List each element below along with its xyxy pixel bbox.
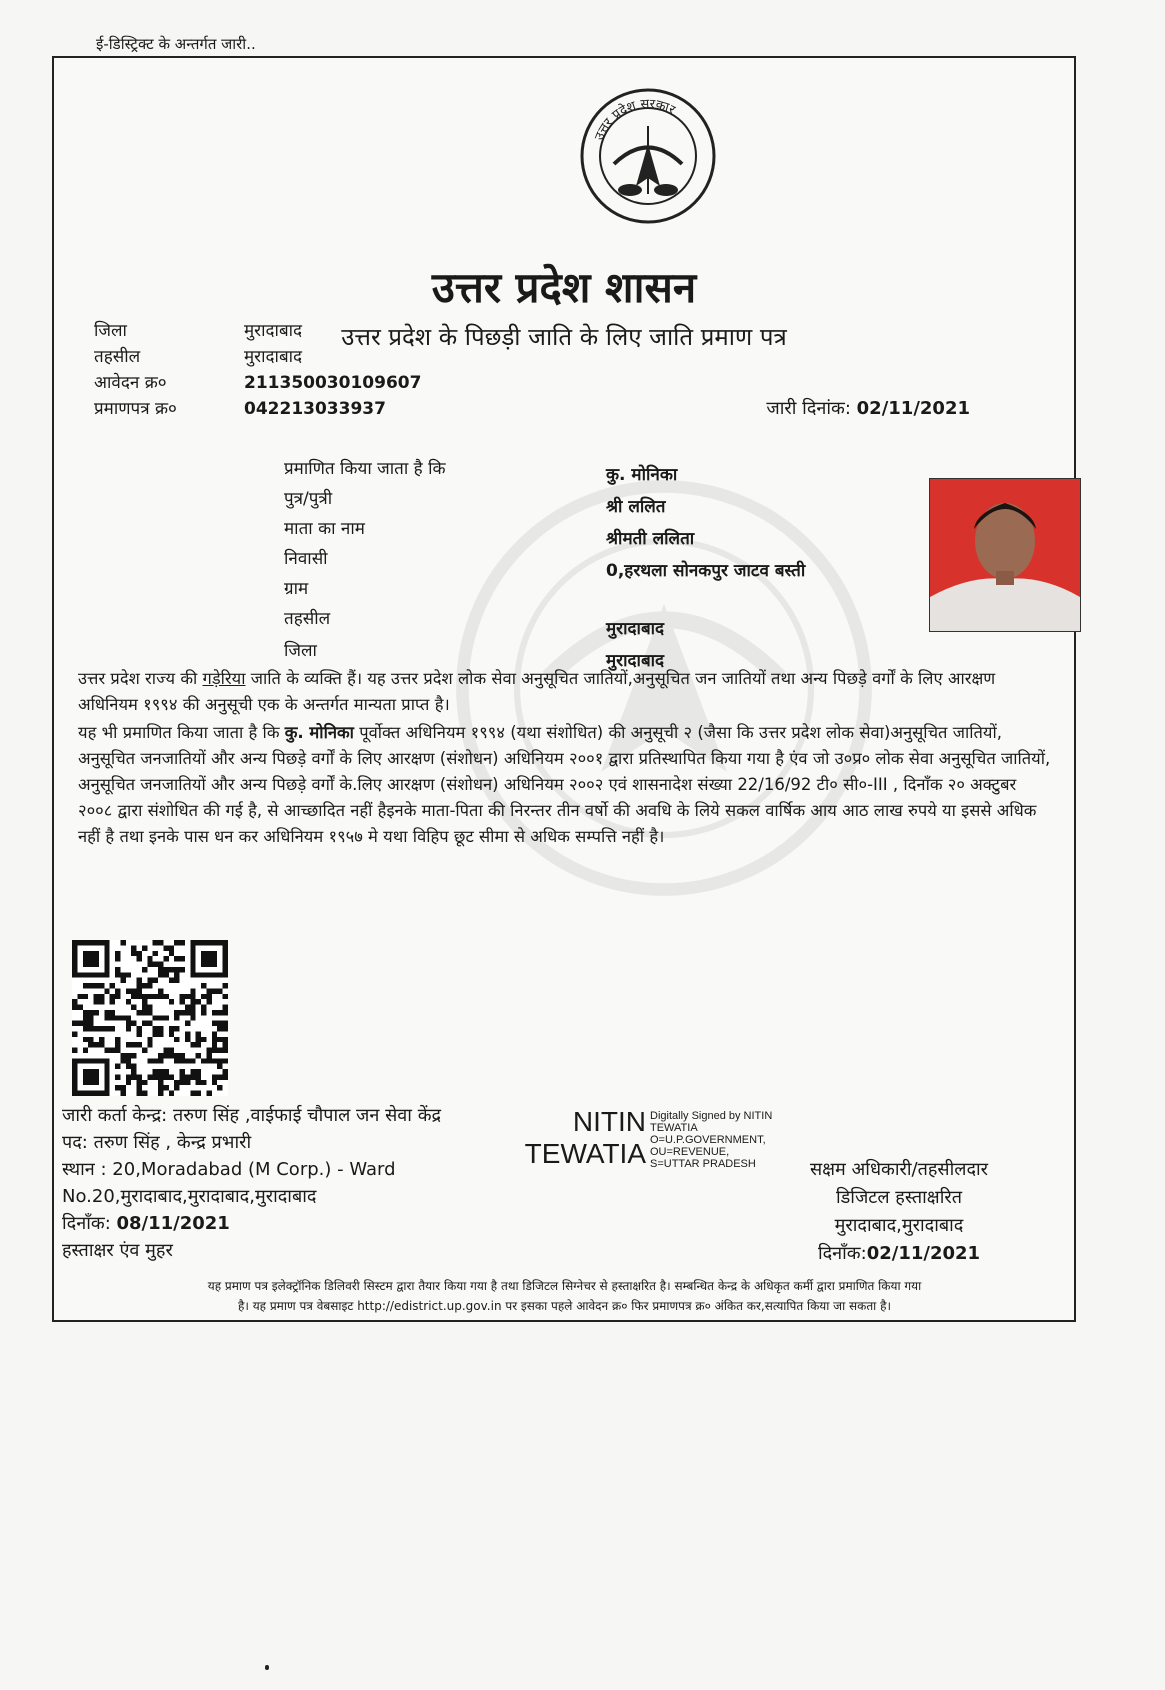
application-label: आवेदन क्र० xyxy=(94,373,167,393)
verification-qr-code xyxy=(72,940,228,1096)
exemption-para-start: यह भी प्रमाणित किया जाता है कि xyxy=(78,723,285,742)
caste-paragraph xyxy=(78,666,1053,718)
signer-last-name: TEWATIA xyxy=(524,1138,646,1169)
person-tehsil-value: मुरादाबाद xyxy=(606,619,665,639)
footer-line-1: यह प्रमाण पत्र इलेक्ट्रॉनिक डिलिवरी सिस्टम द्वारा तैयार किया गया है तथा डिजिटल सिग्नेचर से हस्ताक्षरित है। सम्बन्धित केन्द्र के अधिकृत कर्मी द्वारा प्रमाणित किया गया xyxy=(207,1279,922,1293)
caste-para-end: जाति के व्यक्ति हैं। यह उत्तर प्रदेश लोक सेवा अनुसूचित जातियों,अनुसूचित जन जातियों तथा अन्य पिछड़े वर्गों के लिए आरक्षण अधिनियम १९९४ की अनुसूची एक के अन्तर्गत मान्यता प्राप्त है। xyxy=(78,669,996,714)
person-tehsil-label: तहसील xyxy=(284,609,331,629)
applicant-name: कु. मोनिका xyxy=(606,465,678,485)
certificate-label: प्रमाणपत्र क्र० xyxy=(94,399,177,419)
caste-name: गड़ेरिया xyxy=(202,669,246,688)
certificate-number: 042213033937 xyxy=(244,399,386,419)
signer-name xyxy=(516,1106,646,1170)
meta-certificate xyxy=(94,396,386,419)
meta-tehsil xyxy=(94,344,302,367)
person-district-value: मुरादाबाद xyxy=(606,651,665,671)
mother-name: श्रीमती ललिता xyxy=(606,529,695,549)
village-label: ग्राम xyxy=(284,579,309,599)
officer-date-label: दिनाँक: xyxy=(817,1243,867,1264)
person-district-label: जिला xyxy=(284,641,317,661)
certificate-title: उत्तर प्रदेश शासन xyxy=(431,263,697,312)
digital-signature xyxy=(516,1106,826,1180)
issuer-sign-label: हस्ताक्षर एंव मुहर xyxy=(62,1240,173,1261)
issue-date-value: 02/11/2021 xyxy=(856,398,970,419)
issuer-date-label: दिनाँक: xyxy=(62,1213,117,1234)
meta-application xyxy=(94,370,421,393)
issuer-post: पद: तरुण सिंह , केन्द्र प्रभारी xyxy=(62,1132,252,1153)
caste-para-start: उत्तर प्रदेश राज्य की xyxy=(78,669,203,688)
resident-address: 0,हरथला सोनकपुर जाटव बस्ती xyxy=(606,561,806,581)
officer-date xyxy=(794,1240,1004,1268)
issue-date-label: जारी दिनांक: xyxy=(766,398,851,419)
emblem-text: उत्तर प्रदेश सरकार xyxy=(592,96,678,143)
scan-speck xyxy=(265,1665,269,1670)
resident-label: निवासी xyxy=(284,549,328,569)
issuer-date xyxy=(62,1210,441,1237)
signature-detail-2: TEWATIA xyxy=(650,1122,698,1134)
issuing-center: जारी कर्ता केन्द्र: तरुण सिंह ,वाईफाई चौपाल जन सेवा केंद्र xyxy=(62,1105,442,1126)
issuer-place: स्थान : 20,Moradabad (M Corp.) - Ward xyxy=(62,1159,396,1180)
exemption-para-end: पूर्वोक्त अधिनियम १९९४ (यथा संशोधित) की अनुसूची २ (जैसा कि उत्तर प्रदेश लोक सेवा)अनुसूचित जातियों, अनुसूचित जनजातियों और अन्य पिछड़े वर्गों के लिए आरक्षण (संशोधन) अधिनियम २००१ द्वारा प्रतिस्थापित किया गया है एंव जो उ०प्र० लोक सेवा अनुसूचित जातियों, अनुसूचित जनजातियों और अन्य पिछड़े वर्गों के.लिए आरक्षण (संशोधन) अधिनियम २००२ एवं शासनादेश संख्या 22/16/92 टी० सी०-III , दिनाँक २० अक्टुबर २००८ द्वारा संशोधित की गई है, से आच्छादित नहीं हैइनके माता-पिता की निरन्तर तीन वर्षो की अवधि के लिये सकल वार्षिक आय आठ लाख रुपये या इससे अधिक नहीं है तथा इनके पास धन कर अधिनियम १९५७ मे यथा विहिप छूट सीमा से अधिक सम्पत्ति नहीं है। xyxy=(78,723,1051,846)
svg-text:उत्तर प्रदेश सरकार xyxy=(592,97,678,143)
father-name: श्री ललित xyxy=(606,497,666,517)
issuer-date-value: 08/11/2021 xyxy=(116,1213,230,1234)
mother-label: माता का नाम xyxy=(284,519,365,539)
district-value: मुरादाबाद xyxy=(244,321,303,341)
issuer-block xyxy=(62,1102,441,1264)
district-label: जिला xyxy=(94,321,127,341)
officer-signed: डिजिटल हस्ताक्षरित xyxy=(836,1187,962,1208)
footer-line-2: है। यह प्रमाण पत्र वेबसाइट http://edistrict.up.gov.in पर इसका पहले आवेदन क्र० फिर प्रमाणपत्र क्र० अंकित कर,सत्यापित किया जा सकता है। xyxy=(237,1299,892,1313)
issue-date xyxy=(766,396,970,420)
officer-place: मुरादाबाद,मुरादाबाद xyxy=(834,1215,964,1236)
top-note: ई-डिस्ट्रिक्ट के अन्तर्गत जारी.. xyxy=(96,35,256,53)
signer-first-name: NITIN xyxy=(572,1106,646,1137)
applicant-photo xyxy=(929,478,1081,632)
up-government-emblem xyxy=(578,86,718,226)
exemption-paragraph xyxy=(78,720,1053,850)
certify-label: प्रमाणित किया जाता है कि xyxy=(284,459,446,479)
tehsil-label: तहसील xyxy=(94,347,141,367)
exemption-applicant-name: कु. मोनिका xyxy=(284,723,354,742)
signature-detail-5: S=UTTAR PRADESH xyxy=(650,1158,756,1170)
meta-district xyxy=(94,318,302,341)
certificate-frame xyxy=(52,56,1076,1322)
signature-detail-1: Digitally Signed by NITIN xyxy=(650,1110,773,1122)
certificate-subtitle: उत्तर प्रदेश के पिछड़ी जाति के लिए जाति प्रमाण पत्र xyxy=(341,323,787,351)
signature-details xyxy=(650,1110,772,1170)
signature-detail-4: OU=REVENUE, xyxy=(650,1146,730,1158)
tehsil-value: मुरादाबाद xyxy=(244,347,303,367)
relation-label: पुत्र/पुत्री xyxy=(284,489,333,509)
issuer-place-cont: No.20,मुरादाबाद,मुरादाबाद,मुरादाबाद xyxy=(62,1186,317,1207)
officer-date-value: 02/11/2021 xyxy=(866,1243,981,1264)
officer-title: सक्षम अधिकारी/तहसीलदार xyxy=(809,1159,989,1180)
signature-detail-3: O=U.P.GOVERNMENT, xyxy=(650,1134,766,1146)
officer-block xyxy=(794,1156,1004,1268)
footer-note xyxy=(62,1276,1067,1316)
application-number: 211350030109607 xyxy=(244,373,422,393)
